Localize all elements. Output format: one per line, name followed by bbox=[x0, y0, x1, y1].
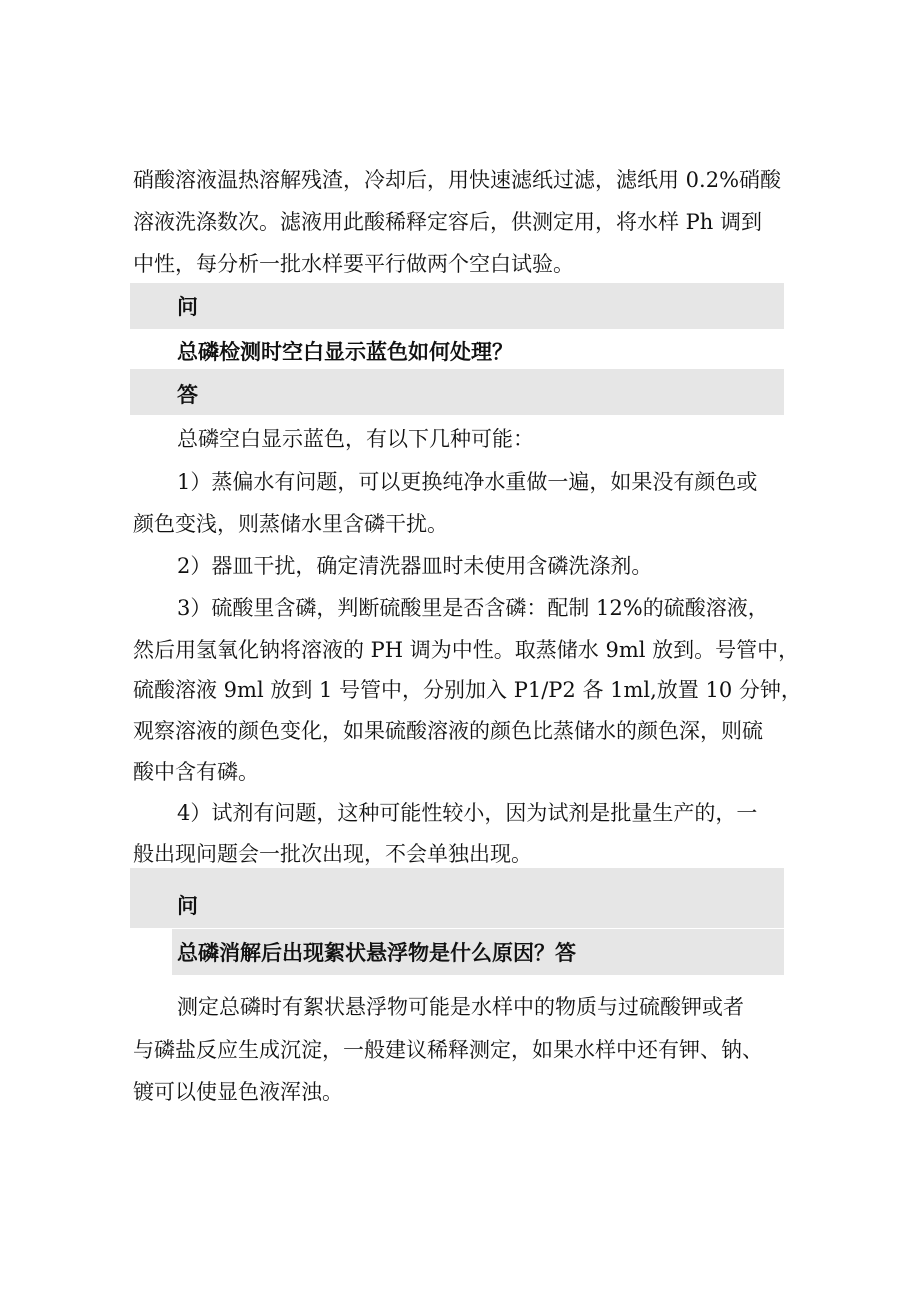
question-band bbox=[130, 868, 784, 928]
answer-label: 答 bbox=[177, 382, 198, 407]
question-band bbox=[130, 283, 784, 329]
list-item-line: 3）硫酸里含磷，判断硫酸里是否含磷：配制 12%的硫酸溶液， bbox=[177, 596, 769, 620]
answer-band bbox=[130, 369, 784, 415]
paragraph-line: 中性，每分析一批水样要平行做两个空白试验。 bbox=[133, 252, 574, 276]
question-text: 总磷检测时空白显示蓝色如何处理？ bbox=[177, 339, 513, 364]
paragraph-line: 硝酸溶液温热溶解残渣，冷却后，用快速滤纸过滤，滤纸用 0.2%硝酸 bbox=[133, 168, 782, 192]
list-item-line: 般出现问题会一批次出现，不会单独出现。 bbox=[133, 842, 532, 866]
question-label: 问 bbox=[177, 294, 198, 319]
answer-intro: 总磷空白显示蓝色，有以下几种可能： bbox=[177, 427, 534, 451]
list-item-line: 2）器皿干扰，确定清洗器皿时未使用含磷洗涤剂。 bbox=[177, 554, 653, 578]
answer-line: 镀可以使显色液浑浊。 bbox=[133, 1080, 343, 1104]
list-item-line: 然后用氢氧化钠将溶液的 PH 调为中性。取蒸储水 9ml 放到。号管中， bbox=[133, 638, 800, 662]
list-item-line: 1）蒸偏水有问题，可以更换纯净水重做一遍，如果没有颜色或 bbox=[177, 470, 758, 494]
answer-line: 与磷盐反应生成沉淀，一般建议稀释测定，如果水样中还有钾、钠、 bbox=[133, 1038, 763, 1062]
list-item-line: 酸中含有磷。 bbox=[133, 760, 259, 784]
paragraph-line: 溶液洗涤数次。滤液用此酸稀释定容后，供测定用，将水样 Ph 调到 bbox=[133, 210, 763, 234]
question-label: 问 bbox=[177, 893, 198, 918]
list-item-line: 硫酸溶液 9ml 放到 1 号管中，分别加入 P1/P2 各 1ml,放置 10 分钟， bbox=[133, 678, 802, 702]
answer-line: 测定总磷时有絮状悬浮物可能是水样中的物质与过硫酸钾或者 bbox=[177, 995, 744, 1019]
list-item-line: 4）试剂有问题，这种可能性较小，因为试剂是批量生产的，一 bbox=[177, 801, 758, 825]
question-text: 总磷消解后出现絮状悬浮物是什么原因？答 bbox=[177, 940, 576, 965]
list-item-line: 观察溶液的颜色变化，如果硫酸溶液的颜色比蒸储水的颜色深，则硫 bbox=[133, 719, 763, 743]
list-item-line: 颜色变浅，则蒸储水里含磷干扰。 bbox=[133, 512, 448, 536]
